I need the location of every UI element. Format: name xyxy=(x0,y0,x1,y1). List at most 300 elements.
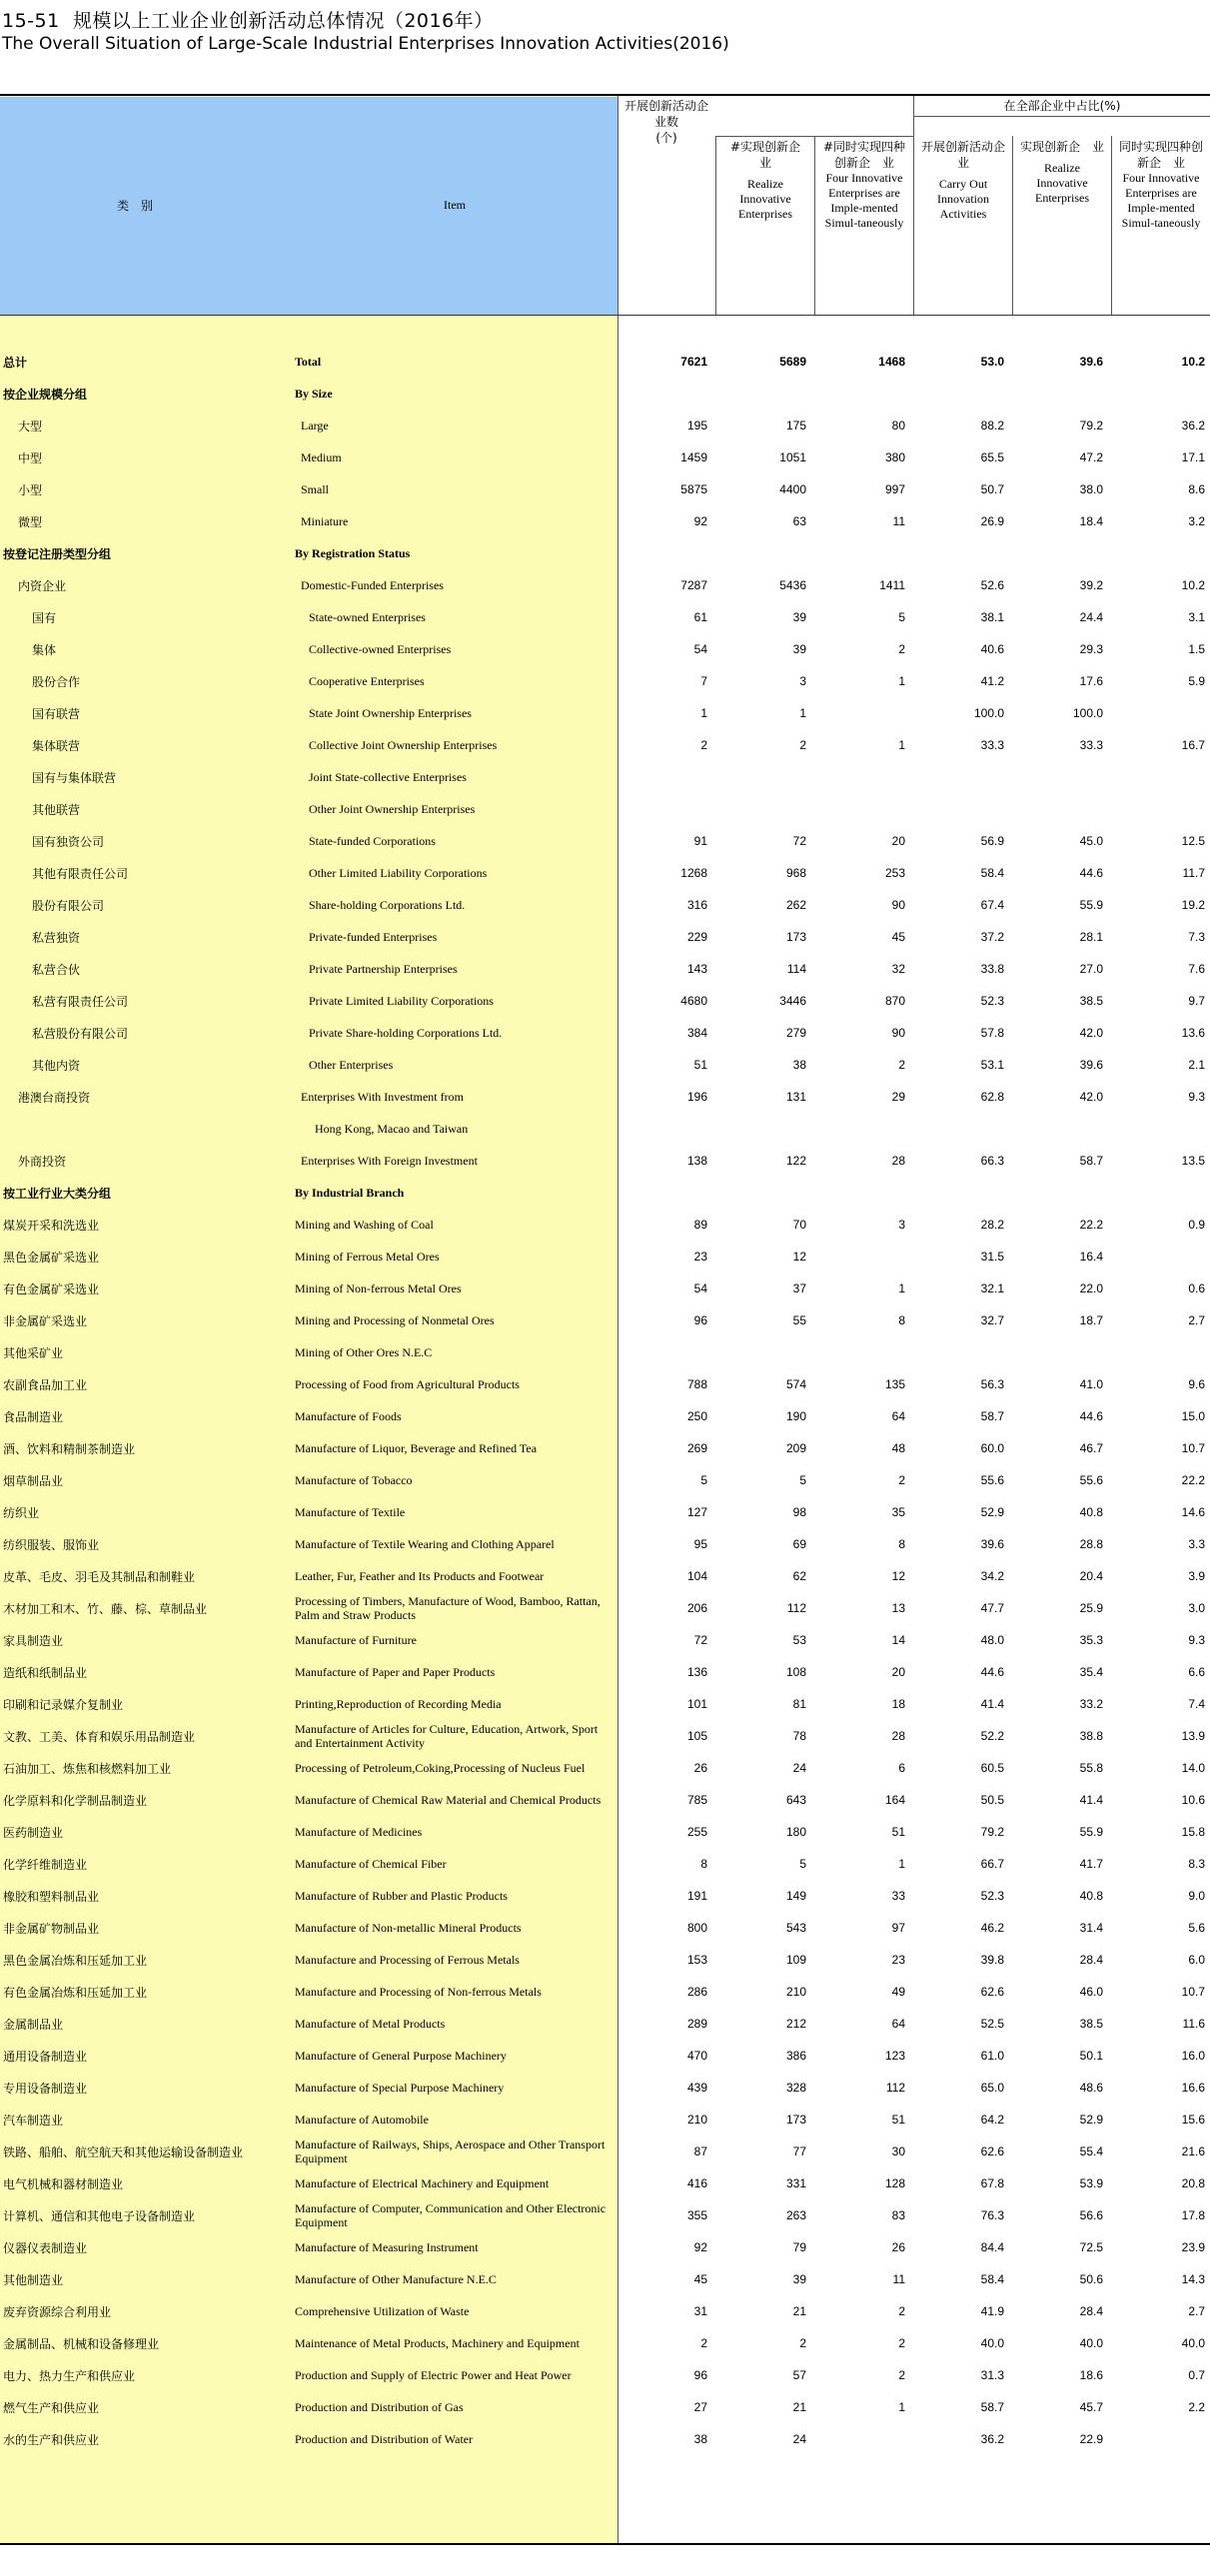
table-title-cn-text: 规模以上工业企业创新活动总体情况（2016年） xyxy=(72,10,494,32)
value-col-4: 48.0 xyxy=(980,1633,1004,1647)
value-col-1: 2 xyxy=(700,738,707,752)
value-col-6: 20.8 xyxy=(1181,2176,1205,2190)
value-col-3: 32 xyxy=(891,962,905,976)
value-col-3: 90 xyxy=(891,1026,905,1040)
value-col-4: 34.2 xyxy=(980,1569,1004,1583)
row-item-en: Manufacture of Measuring Instrument xyxy=(295,2240,479,2254)
value-col-6 xyxy=(1115,761,1205,793)
value-col-3: 8 xyxy=(898,1537,905,1551)
value-col-3 xyxy=(815,761,905,793)
value-col-6: 10.6 xyxy=(1181,1793,1205,1807)
value-col-4: 39.6 xyxy=(980,1537,1004,1551)
value-col-4: 46.2 xyxy=(980,1921,1004,1935)
table-row xyxy=(0,857,1210,889)
table-row xyxy=(0,1432,1210,1464)
table-row xyxy=(0,2104,1210,2136)
table-row xyxy=(0,761,1210,793)
value-col-2: 149 xyxy=(785,1889,806,1903)
value-col-1: 138 xyxy=(686,1154,707,1168)
value-col-6: 3.9 xyxy=(1188,1569,1205,1583)
value-col-1 xyxy=(617,761,707,793)
row-item-en: Manufacture of Other Manufacture N.E.C xyxy=(295,2272,497,2286)
value-col-5: 28.4 xyxy=(1079,1953,1103,1967)
col-divider-3 xyxy=(913,96,914,315)
value-col-3: 23 xyxy=(891,1953,905,1967)
value-col-6 xyxy=(1115,793,1205,825)
header-col1-unit: (个) xyxy=(655,131,677,145)
value-col-1: 196 xyxy=(686,1090,707,1104)
value-col-1: 1459 xyxy=(680,450,707,464)
row-category-cn: 外商投资 xyxy=(18,1154,67,1169)
value-col-5: 40.0 xyxy=(1079,2336,1103,2350)
value-col-3: 28 xyxy=(891,1729,905,1743)
row-item-en: Mining and Processing of Nonmetal Ores xyxy=(295,1313,495,1327)
value-col-4: 88.2 xyxy=(980,419,1004,432)
value-col-3: 48 xyxy=(891,1441,905,1455)
table-row xyxy=(0,2231,1210,2263)
value-col-6 xyxy=(1115,1241,1205,1273)
row-category-cn: 烟草制品业 xyxy=(3,1473,64,1488)
value-col-6: 36.2 xyxy=(1181,419,1205,432)
value-col-5 xyxy=(1013,761,1103,793)
value-col-3: 1 xyxy=(898,2400,905,2414)
value-col-1 xyxy=(617,793,707,825)
table-row xyxy=(0,2072,1210,2104)
value-col-2: 1051 xyxy=(779,450,806,464)
row-category-cn: 黑色金属冶炼和压延加工业 xyxy=(3,1953,148,1968)
value-col-6: 9.3 xyxy=(1188,1090,1205,1104)
value-col-5 xyxy=(1013,1113,1103,1145)
value-col-5: 55.8 xyxy=(1079,1761,1103,1775)
value-col-2: 38 xyxy=(792,1058,806,1072)
table-row xyxy=(0,1752,1210,1784)
row-category-cn: 黑色金属矿采选业 xyxy=(3,1250,100,1265)
value-col-6: 3.1 xyxy=(1188,610,1205,624)
row-category-cn: 集体 xyxy=(32,642,57,657)
value-col-6: 15.8 xyxy=(1181,1825,1205,1839)
value-col-3: 1 xyxy=(898,738,905,752)
header-pct-group: 在全部企业中占比(%) xyxy=(1003,99,1121,113)
value-col-3: 11 xyxy=(892,514,905,528)
value-col-1: 136 xyxy=(686,1665,707,1679)
table-row xyxy=(0,601,1210,633)
value-col-1: 289 xyxy=(686,2017,707,2031)
row-category-cn: 其他联营 xyxy=(32,802,81,817)
value-col-2: 55 xyxy=(792,1313,806,1327)
row-item-en: Manufacture of Non-metallic Mineral Products xyxy=(295,1921,522,1935)
row-category-cn: 港澳台商投资 xyxy=(18,1090,91,1105)
value-col-3: 2 xyxy=(898,1473,905,1487)
table-row xyxy=(0,1528,1210,1560)
value-col-2: 209 xyxy=(785,1441,806,1455)
row-category-cn: 按工业行业大类分组 xyxy=(3,1186,112,1201)
value-col-4: 41.4 xyxy=(980,1697,1004,1711)
value-col-5 xyxy=(1013,793,1103,825)
value-col-1: 785 xyxy=(686,1793,707,1807)
value-col-4 xyxy=(914,1336,1004,1368)
value-col-4: 52.3 xyxy=(980,994,1004,1008)
value-col-4: 31.5 xyxy=(980,1250,1004,1264)
table-row xyxy=(0,2423,1210,2455)
header-col3 xyxy=(821,139,907,231)
row-item-en: Comprehensive Utilization of Waste xyxy=(295,2304,470,2318)
value-col-6: 3.2 xyxy=(1188,514,1205,528)
value-col-5: 39.6 xyxy=(1079,355,1103,369)
row-category-cn: 水的生产和供应业 xyxy=(3,2432,100,2447)
value-col-2: 77 xyxy=(792,2145,806,2158)
row-item-en: State-funded Corporations xyxy=(309,834,436,848)
table-row xyxy=(0,825,1210,857)
row-item-en: Manufacture of Furniture xyxy=(295,1633,417,1647)
value-col-5: 44.6 xyxy=(1079,866,1103,880)
table-row xyxy=(0,1241,1210,1273)
value-col-1: 1268 xyxy=(680,866,707,880)
row-item-en: Private Limited Liability Corporations xyxy=(309,994,494,1008)
value-col-6: 12.5 xyxy=(1181,834,1205,848)
value-col-6: 21.6 xyxy=(1181,2145,1205,2158)
value-col-5: 16.4 xyxy=(1079,1250,1103,1264)
row-category-cn: 总计 xyxy=(3,355,28,370)
row-category-cn: 铁路、船舶、航空航天和其他运输设备制造业 xyxy=(3,2145,244,2159)
value-col-5: 41.0 xyxy=(1079,1377,1103,1391)
row-item-en: Manufacture of Computer, Communication and Other Electronic Equipment xyxy=(295,2201,606,2229)
value-col-4: 50.5 xyxy=(980,1793,1004,1807)
value-col-3: 5 xyxy=(898,610,905,624)
value-col-6: 11.6 xyxy=(1182,2017,1205,2031)
table-title-en: The Overall Situation of Large-Scale Industrial Enterprises Innovation Activities(2016) xyxy=(2,34,729,54)
value-col-4: 53.0 xyxy=(980,355,1004,369)
value-col-3: 11 xyxy=(892,2272,905,2286)
table-row xyxy=(0,410,1210,441)
value-col-3: 2 xyxy=(898,2304,905,2318)
value-col-5: 46.0 xyxy=(1079,1985,1103,1999)
value-col-3: 14 xyxy=(891,1633,905,1647)
value-col-1: 4680 xyxy=(680,994,707,1008)
row-item-en: Manufacture of Chemical Fiber xyxy=(295,1857,447,1871)
table-row xyxy=(0,1784,1210,1816)
value-col-3: 29 xyxy=(891,1090,905,1104)
value-col-6: 8.6 xyxy=(1188,482,1205,496)
value-col-3 xyxy=(815,697,905,729)
row-item-en: Cooperative Enterprises xyxy=(309,674,425,688)
header-col1 xyxy=(621,98,711,146)
row-category-cn: 其他采矿业 xyxy=(3,1345,64,1360)
value-col-5: 31.4 xyxy=(1079,1921,1103,1935)
value-col-6 xyxy=(1115,2423,1205,2455)
value-col-2: 39 xyxy=(792,642,806,656)
value-col-3: 18 xyxy=(891,1697,905,1711)
row-item-en: Processing of Petroleum,Coking,Processing of Nucleus Fuel xyxy=(295,1761,586,1775)
table-row xyxy=(0,1145,1210,1177)
value-col-3: 80 xyxy=(891,419,905,432)
row-category-cn: 纺织服装、服饰业 xyxy=(3,1537,100,1552)
value-col-5: 27.0 xyxy=(1079,962,1103,976)
table-row xyxy=(0,1177,1210,1209)
value-col-1: 26 xyxy=(693,1761,707,1775)
value-col-2: 5689 xyxy=(779,355,806,369)
row-category-cn: 石油加工、炼焦和核燃料加工业 xyxy=(3,1761,172,1776)
value-col-4: 31.3 xyxy=(980,2368,1004,2382)
value-col-4: 39.8 xyxy=(980,1953,1004,1967)
row-category-cn: 橡胶和塑料制品业 xyxy=(3,1889,100,1904)
row-category-cn: 食品制造业 xyxy=(3,1409,64,1424)
row-category-cn: 有色金属矿采选业 xyxy=(3,1282,100,1296)
value-col-5: 38.5 xyxy=(1079,994,1103,1008)
value-col-3: 51 xyxy=(891,2113,905,2127)
value-col-6: 10.7 xyxy=(1181,1441,1205,1455)
value-col-5: 22.0 xyxy=(1079,1282,1103,1295)
value-col-1: 143 xyxy=(686,962,707,976)
value-col-2 xyxy=(716,378,806,410)
row-item-en: Hong Kong, Macao and Taiwan xyxy=(315,1122,469,1136)
col-divider-5 xyxy=(1111,136,1112,315)
value-col-5: 47.2 xyxy=(1079,450,1103,464)
value-col-5: 42.0 xyxy=(1079,1090,1103,1104)
value-col-4: 53.1 xyxy=(980,1058,1004,1072)
value-col-3: 45 xyxy=(891,930,905,944)
header-col3-en: Four Innovative Enterprises are Imple-mented Simul-taneously xyxy=(824,171,904,230)
top-rule xyxy=(0,94,1210,96)
row-category-cn: 国有独资公司 xyxy=(32,834,105,849)
table-row xyxy=(0,985,1210,1017)
value-col-1: 5 xyxy=(700,1473,707,1487)
row-category-cn: 计算机、通信和其他电子设备制造业 xyxy=(3,2208,196,2223)
value-col-6: 13.5 xyxy=(1181,1154,1205,1168)
value-col-4: 52.2 xyxy=(980,1729,1004,1743)
row-item-en: Manufacture and Processing of Non-ferrous Metals xyxy=(295,1985,542,1999)
value-col-2: 70 xyxy=(792,1218,806,1232)
value-col-6: 16.6 xyxy=(1181,2081,1205,2095)
value-col-6: 9.6 xyxy=(1188,1377,1205,1391)
row-item-en: Other Limited Liability Corporations xyxy=(309,866,488,880)
value-col-2: 331 xyxy=(785,2176,806,2190)
table-row xyxy=(0,1656,1210,1688)
value-col-5: 50.6 xyxy=(1079,2272,1103,2286)
table-number: 15-51 xyxy=(2,10,60,32)
value-col-6 xyxy=(1115,537,1205,569)
value-col-4: 60.5 xyxy=(980,1761,1004,1775)
value-col-1: 153 xyxy=(686,1953,707,1967)
value-col-1: 105 xyxy=(686,1729,707,1743)
value-col-3: 1411 xyxy=(879,578,905,592)
value-col-6: 5.6 xyxy=(1188,1921,1205,1935)
value-col-1: 470 xyxy=(686,2049,707,2063)
row-item-en: Processing of Timbers, Manufacture of Wood, Bamboo, Rattan, Palm and Straw Products xyxy=(295,1594,601,1622)
value-col-3: 997 xyxy=(884,482,905,496)
value-col-4: 58.7 xyxy=(980,2400,1004,2414)
value-col-4: 38.1 xyxy=(980,610,1004,624)
row-category-cn: 金属制品业 xyxy=(3,2017,64,2032)
table-row xyxy=(0,729,1210,761)
value-col-5: 55.9 xyxy=(1079,1825,1103,1839)
row-item-en: Domestic-Funded Enterprises xyxy=(301,578,444,592)
value-col-2: 122 xyxy=(785,1154,806,1168)
table-row xyxy=(0,2167,1210,2199)
value-col-1: 800 xyxy=(686,1921,707,1935)
value-col-2 xyxy=(716,793,806,825)
value-col-5: 17.6 xyxy=(1079,674,1103,688)
value-col-1: 384 xyxy=(686,1026,707,1040)
value-col-6: 7.3 xyxy=(1188,930,1205,944)
row-category-cn: 文教、工美、体育和娱乐用品制造业 xyxy=(3,1729,196,1744)
value-col-2 xyxy=(716,1113,806,1145)
table-row xyxy=(0,1688,1210,1720)
value-col-6 xyxy=(1115,697,1205,729)
value-col-1: 87 xyxy=(693,2145,707,2158)
header-col2-cn: #实现创新企 业 xyxy=(729,140,813,170)
value-col-6: 14.0 xyxy=(1181,1761,1205,1775)
value-col-1: 96 xyxy=(693,1313,707,1327)
row-item-en: Manufacture of Special Purpose Machinery xyxy=(295,2081,505,2095)
table-row xyxy=(0,1560,1210,1592)
row-category-cn: 酒、饮料和精制茶制造业 xyxy=(3,1441,136,1456)
value-col-6: 2.2 xyxy=(1188,2400,1205,2414)
value-col-2: 108 xyxy=(785,1665,806,1679)
row-item-en: By Industrial Branch xyxy=(295,1186,405,1200)
value-col-6: 16.7 xyxy=(1181,738,1205,752)
value-col-2 xyxy=(716,537,806,569)
value-col-1: 89 xyxy=(693,1218,707,1232)
value-col-5: 53.9 xyxy=(1079,2176,1103,2190)
value-col-5: 55.6 xyxy=(1079,1473,1103,1487)
row-item-en: Manufacture of Chemical Raw Material and Chemical Products xyxy=(295,1793,602,1807)
value-col-2: 112 xyxy=(786,1601,806,1615)
row-item-en: Enterprises With Investment from xyxy=(301,1090,464,1104)
row-category-cn: 按登记注册类型分组 xyxy=(3,546,112,561)
value-col-3: 64 xyxy=(891,1409,905,1423)
value-col-3 xyxy=(815,378,905,410)
value-col-5: 22.2 xyxy=(1079,1218,1103,1232)
row-item-en: Production and Distribution of Gas xyxy=(295,2400,464,2414)
row-category-cn: 非金属矿物制品业 xyxy=(3,1921,100,1936)
header-category: 类 别 xyxy=(116,199,153,213)
value-col-5: 33.3 xyxy=(1079,738,1103,752)
row-item-en: Collective Joint Ownership Enterprises xyxy=(309,738,498,752)
value-col-5: 20.4 xyxy=(1079,1569,1103,1583)
row-category-cn: 其他有限责任公司 xyxy=(32,866,129,881)
row-item-en: Mining of Other Ores N.E.C xyxy=(295,1345,433,1359)
header-col2 xyxy=(723,139,813,222)
value-col-4: 84.4 xyxy=(980,2240,1004,2254)
value-col-3: 1468 xyxy=(878,355,905,369)
value-col-3: 35 xyxy=(891,1505,905,1519)
row-category-cn: 大型 xyxy=(18,419,43,433)
value-col-4: 64.2 xyxy=(980,2113,1004,2127)
value-col-2: 263 xyxy=(785,2208,806,2222)
value-col-5: 45.7 xyxy=(1079,2400,1103,2414)
value-col-6: 17.1 xyxy=(1181,450,1205,464)
value-col-3: 49 xyxy=(891,1985,905,1999)
value-col-2: 2 xyxy=(799,738,806,752)
value-col-2: 37 xyxy=(792,1282,806,1295)
value-col-3: 1 xyxy=(898,1282,905,1295)
row-item-en: Large xyxy=(301,419,329,432)
value-col-6: 2.1 xyxy=(1188,1058,1205,1072)
value-col-2: 173 xyxy=(785,2113,806,2127)
row-category-cn: 化学原料和化学制品制造业 xyxy=(3,1793,148,1808)
value-col-4: 26.9 xyxy=(980,514,1004,528)
value-col-6: 11.7 xyxy=(1182,866,1205,880)
header-col4 xyxy=(919,139,1007,222)
value-col-5: 35.4 xyxy=(1079,1665,1103,1679)
value-col-4: 62.8 xyxy=(980,1090,1004,1104)
value-col-2: 190 xyxy=(785,1409,806,1423)
row-item-en: Joint State-collective Enterprises xyxy=(309,770,467,784)
table-row xyxy=(0,1368,1210,1400)
table-row xyxy=(0,441,1210,473)
value-col-4 xyxy=(914,793,1004,825)
header-col2-en: Realize Innovative Enterprises xyxy=(738,177,792,221)
value-col-3: 90 xyxy=(891,898,905,912)
value-col-6: 40.0 xyxy=(1181,2336,1205,2350)
value-col-2: 98 xyxy=(792,1505,806,1519)
value-col-5: 55.4 xyxy=(1079,2145,1103,2158)
value-col-4: 58.4 xyxy=(980,866,1004,880)
value-col-2: 114 xyxy=(786,962,806,976)
value-col-3: 253 xyxy=(884,866,905,880)
value-col-5: 18.7 xyxy=(1079,1313,1103,1327)
value-col-2: 21 xyxy=(792,2400,806,2414)
value-col-5: 18.4 xyxy=(1079,514,1103,528)
row-category-cn: 电力、热力生产和供应业 xyxy=(3,2368,136,2383)
table-row xyxy=(0,1944,1210,1976)
value-col-6: 10.7 xyxy=(1181,1985,1205,1999)
table-row xyxy=(0,1496,1210,1528)
value-col-5: 42.0 xyxy=(1079,1026,1103,1040)
table-row xyxy=(0,2359,1210,2391)
table-row xyxy=(0,2136,1210,2167)
value-col-6: 17.8 xyxy=(1181,2208,1205,2222)
value-col-3: 33 xyxy=(891,1889,905,1903)
value-col-5: 38.5 xyxy=(1079,2017,1103,2031)
value-col-4: 52.3 xyxy=(980,1889,1004,1903)
table-row xyxy=(0,633,1210,665)
value-col-3: 13 xyxy=(891,1601,905,1615)
row-category-cn: 家具制造业 xyxy=(3,1633,64,1648)
header-col3-cn: #同时实现四种创新企 业 xyxy=(822,140,906,170)
value-col-1 xyxy=(617,537,707,569)
value-col-3: 30 xyxy=(891,2145,905,2158)
value-col-4: 60.0 xyxy=(980,1441,1004,1455)
row-category-cn: 金属制品、机械和设备修理业 xyxy=(3,2336,160,2351)
value-col-4 xyxy=(914,1113,1004,1145)
value-col-4: 41.2 xyxy=(980,674,1004,688)
value-col-6: 13.6 xyxy=(1181,1026,1205,1040)
value-col-6: 3.3 xyxy=(1188,1537,1205,1551)
row-category-cn: 医药制造业 xyxy=(3,1825,64,1840)
value-col-4: 36.2 xyxy=(980,2432,1004,2446)
value-col-4 xyxy=(914,537,1004,569)
value-col-5: 55.9 xyxy=(1079,898,1103,912)
value-col-2: 78 xyxy=(792,1729,806,1743)
value-col-1: 38 xyxy=(693,2432,707,2446)
value-col-3: 112 xyxy=(885,2081,905,2095)
value-col-3 xyxy=(815,1336,905,1368)
row-category-cn: 私营股份有限公司 xyxy=(32,1026,129,1041)
value-col-5: 40.8 xyxy=(1079,1889,1103,1903)
value-col-3: 2 xyxy=(898,1058,905,1072)
value-col-4: 44.6 xyxy=(980,1665,1004,1679)
value-col-3: 1 xyxy=(898,1857,905,1871)
value-col-3: 2 xyxy=(898,2336,905,2350)
value-col-1: 127 xyxy=(686,1505,707,1519)
row-item-en: By Registration Status xyxy=(295,546,411,560)
value-col-4: 61.0 xyxy=(980,2049,1004,2063)
value-col-1: 104 xyxy=(686,1569,707,1583)
table-row xyxy=(0,2008,1210,2040)
header-col6-cn: 同时实现四种创新企 业 xyxy=(1118,140,1203,170)
row-category-cn: 电气机械和器材制造业 xyxy=(3,2176,124,2191)
